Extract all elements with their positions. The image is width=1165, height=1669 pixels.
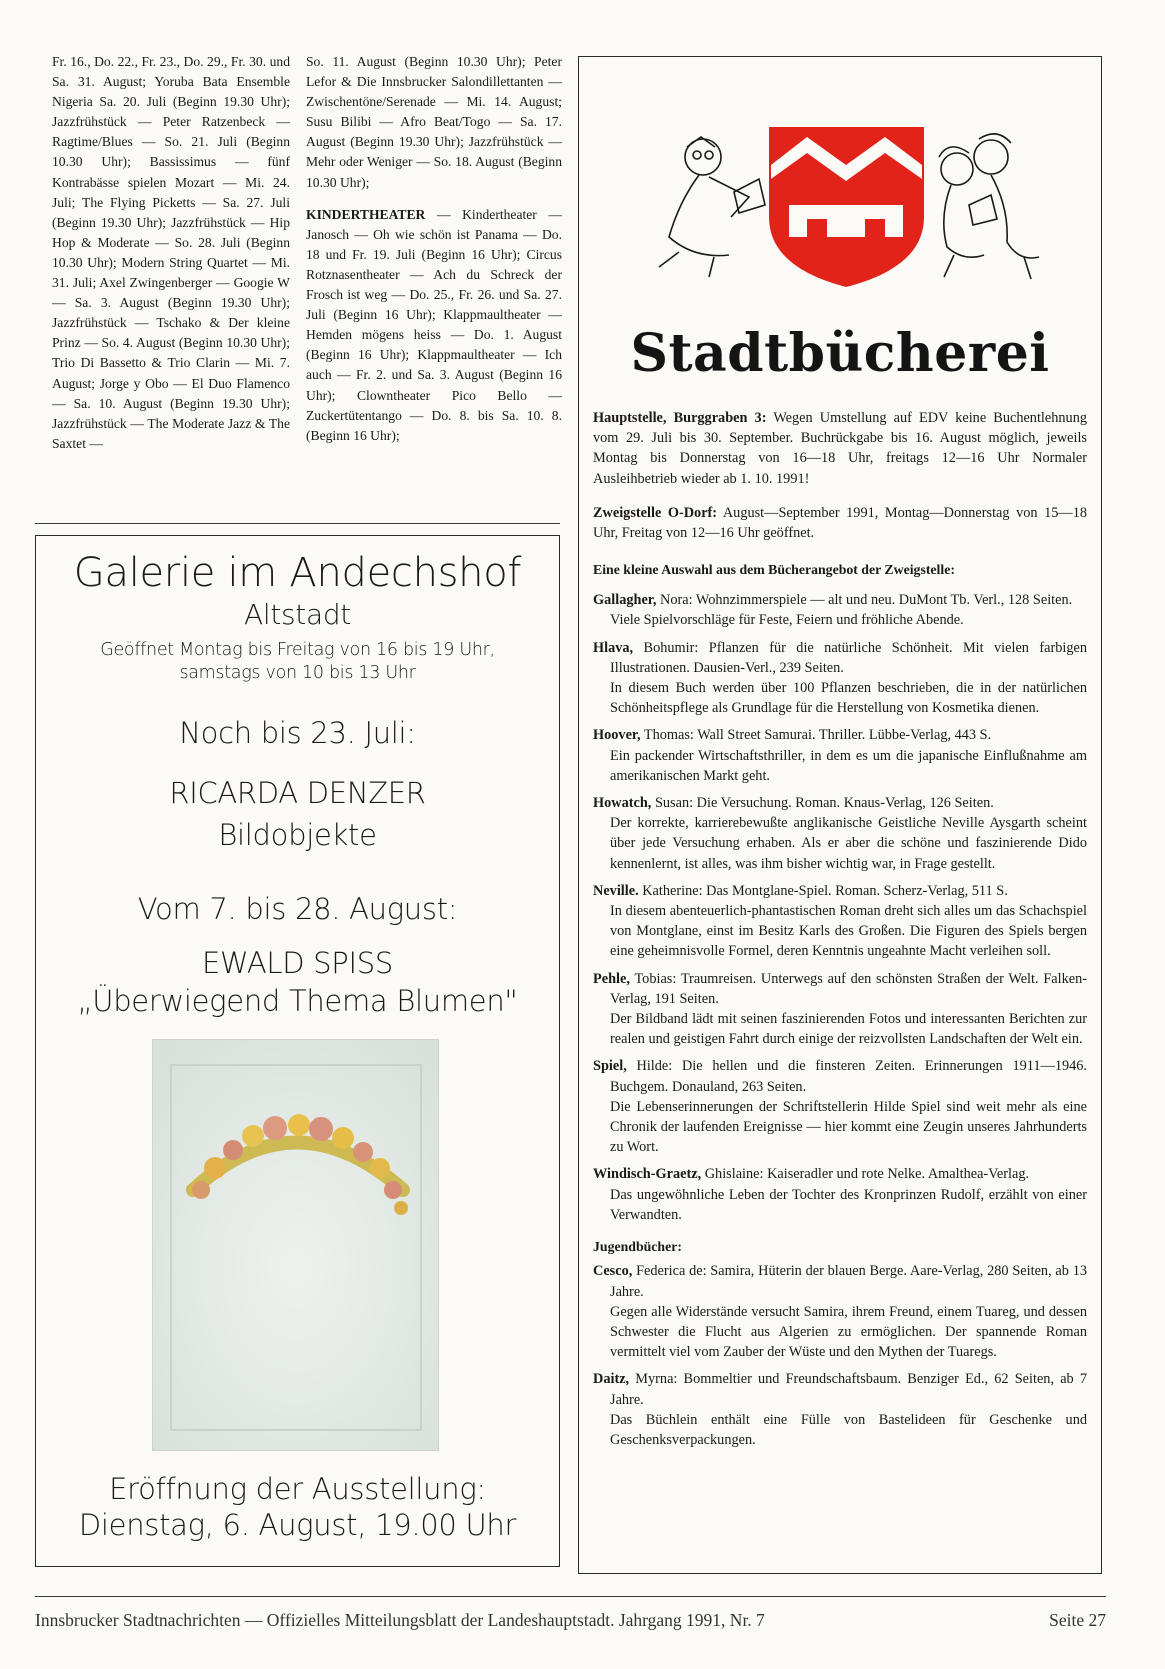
book-info: Katherine: Das Montglane-Spiel. Roman. Scherz-Verlag, 511 S. (638, 882, 1008, 899)
galerie-title: Galerie im Andechshof (73, 550, 522, 596)
events-text-2: So. 11. August (Beginn 10.30 Uhr); Peter Lefor & Die Innsbrucker Salondillettanten — Zwischentöne/Serenade — Mi. 14. August; Susu Bilibi — Afro Beat/Togo — Sa. 17. August (Beginn 19.30 Uhr); Jazzfrühstück — Mehr oder Weniger — So. 18. August (Beginn 10.30 Uhr); (306, 54, 562, 190)
book-description: Der korrekte, karrierebewußte anglikanische Geistliche Neville Aysgarth scheint über jede Versuchung erhaben. Als er aber die schöne und faszinierende Dido kennenlernt, ist alles, was ihm bisher wichtig war, in Frage gestellt. (610, 815, 1087, 872)
book-description: Die Lebenserinnerungen der Schriftstellerin Hilde Spiel sind weit mehr als eine Chronik der laufenden Ereignisse — hier kommt eine Zeugin unseres Jahrhunderts zu Wort. (610, 1098, 1087, 1156)
book-info: Federica de: Samira, Hüterin der blauen Berge. Aare-Verlag, 280 Seiten, ab 13 Jahre. (610, 1263, 1087, 1300)
book-entry (593, 1261, 1087, 1362)
book-author: Pehle, (593, 970, 630, 987)
opening-line1: Eröffnung der Ausstellung: (109, 1472, 486, 1506)
innsbruck-shield-icon (769, 127, 924, 287)
flower-painting-image (152, 1039, 439, 1451)
book-description: Das ungewöhnliche Leben der Tochter des Kronprinzen Rudolf, erzählt von einer Verwandten. (610, 1186, 1087, 1223)
library-title: Stadtbücherei (630, 323, 1050, 384)
page-number: Seite 27 (1049, 1610, 1106, 1630)
branch-text: August—September 1991, Montag—Donnerstag von 15—18 Uhr, Freitag von 12—16 Uhr geöffnet. (593, 504, 1087, 542)
exhibition2-works: „Überwiegend Thema Blumen" (77, 984, 518, 1018)
book-citation (593, 969, 1087, 1009)
branch-notice (593, 503, 1087, 543)
book-citation (593, 638, 1087, 678)
galerie-hours-line2: samstags von 10 bis 13 Uhr (179, 663, 416, 683)
book-info: Bohumir: Pflanzen für die natürliche Schönheit. Mit vielen farbigen Illustrationen. Dausien-Verl., 239 Seiten. (610, 639, 1087, 676)
kindertheater-text: — Kindertheater — Janosch — Oh wie schön ist Panama — Do. 18 und Fr. 19. Juli (Beginn 16 Uhr); Circus Rotznasentheater — Ach du Schreck der Frosch ist weg — Do. 25., Fr. 26. und Sa. 27. Juli (Beginn 16 Uhr); Klappmaultheater — Hemden mögens heiss — Do. 1. August (Beginn 16 Uhr); Klappmaultheater — Ich auch — Fr. 2. und Sa. 3. August (Beginn 16 Uhr); Clowntheater Pico Bello — Zuckertütentango — Do. 8. bis Sa. 10. 8. (Beginn 16 Uhr); (306, 206, 562, 443)
book-info: Tobias: Traumreisen. Unterwegs auf den schönsten Straßen der Welt. Falken-Verlag, 191 Seiten. (610, 970, 1087, 1007)
book-info: Hilde: Die hellen und die finsteren Zeiten. Erinnerungen 1911—1946. Buchgem. Donauland, 263 Seiten. (610, 1058, 1087, 1095)
book-author: Spiel, (593, 1058, 627, 1075)
book-selection (593, 560, 1087, 1457)
book-author: Hoover, (593, 727, 641, 744)
book-description: Gegen alle Widerstände versucht Samira, ihrem Freund, einem Tuareg, und dessen Schwester die Flucht aus Algerien zu ermöglichen. Der spannende Roman vermittelt viel vom Zauber der Wüste und den Mythen der Tuaregs. (610, 1303, 1087, 1361)
book-author: Neville. (593, 882, 639, 899)
kindertheater-heading: KINDERTHEATER (306, 206, 426, 222)
youth-book-list (593, 1261, 1087, 1450)
branch-label: Zweigstelle O-Dorf: (593, 504, 718, 521)
book-info: Ghislaine: Kaiseradler und rote Nelke. Amalthea-Verlag. (701, 1166, 1030, 1183)
footer-publication: Innsbrucker Stadtnachrichten — Offizielles Mitteilungsblatt der Landeshauptstadt. Jahrgang 1991, Nr. 7 (35, 1610, 765, 1630)
page-footer (35, 1610, 1106, 1631)
main-branch-text: Wegen Umstellung auf EDV keine Buchentlehnung vom 29. Juli bis 30. September. Buchrückgabe bis 16. August möglich, jeweils Montag bis Donnerstag von 16—18 Uhr, freitags 12—16 Uhr Normaler Ausleihbetrieb wieder ab 1. 10. 1991! (593, 410, 1087, 487)
opening-line2: Dienstag, 6. August, 19.00 Uhr (78, 1508, 517, 1542)
galerie-subtitle: Altstadt (244, 598, 351, 631)
book-description: Viele Spielvorschläge für Feste, Feiern und fröhliche Abende. (610, 612, 964, 629)
book-description: Der Bildband lädt mit seinen faszinierenden Fotos und interessanten Berichten zur realen und geistigen Fahrt durch einige der reizvollsten Landschaften der Welt ein. (610, 1011, 1087, 1048)
book-entry (593, 881, 1087, 962)
events-text-1: Fr. 16., Do. 22., Fr. 23., Do. 29., Fr. 30. und Sa. 31. August; Yoruba Bata Ensemble Nigeria Sa. 20. Juli (Beginn 19.30 Uhr); Jazzfrühstück — Peter Ratzenbeck — Ragtime/Blues — So. 21. Juli (Beginn 10.30 Uhr); Bassissimus — fünf Kontrabässe spielen Mozart — Mi. 24. Juli; The Flying Picketts — Sa. 27. Juli (Beginn 19.30 Uhr); Jazzfrühstück — Hip Hop & Moderate — So. 28. Juli (Beginn 10.30 Uhr); Modern String Quartet — Mi. 31. Juli; Axel Zwingenberger — Googie W — Sa. 3. August (Beginn 19.30 Uhr); Jazzfrühstück — Tschako & Der kleine Prinz — So. 4. August (Beginn 10.30 Uhr); Trio Di Bassetto & Trio Clarin — Mi. 7. August; Jorge y Obo — El Duo Flamenco — Sa. 10. August (Beginn 19.30 Uhr); Jazzfrühstück — The Moderate Jazz & The Saxtet — (52, 54, 290, 451)
main-branch-notice (593, 408, 1087, 489)
library-notices (593, 408, 1087, 543)
book-info: Myrna: Bommeltier und Freundschaftsbaum. Benziger Ed., 62 Seiten, ab 7 Jahre. (610, 1371, 1087, 1408)
book-citation (593, 1164, 1087, 1184)
galerie-hours-line1: Geöffnet Montag bis Freitag von 16 bis 19 Uhr, (100, 640, 495, 660)
main-branch-label: Hauptstelle, Burggraben 3: (593, 410, 767, 426)
book-entry (593, 590, 1087, 630)
book-citation (593, 881, 1087, 901)
selection-heading: Eine kleine Auswahl aus dem Bücherangebot der Zweigstelle: (593, 562, 955, 577)
exhibition1-date: Noch bis 23. Juli: (179, 716, 416, 750)
footer-rule (35, 1596, 1106, 1597)
book-author: Gallagher, (593, 592, 657, 609)
exhibition2-artist: EWALD SPISS (202, 946, 393, 980)
book-citation (593, 590, 1087, 610)
galerie-ad (35, 535, 560, 1567)
events-column-1 (52, 52, 290, 454)
book-description: Das Büchlein enthält eine Fülle von Bastelideen für Geschenke und Geschenksverpackungen. (610, 1411, 1087, 1448)
book-info: Thomas: Wall Street Samurai. Thriller. Lübbe-Verlag, 443 S. (640, 727, 992, 744)
library-logo-illustration (639, 87, 1049, 297)
book-description: In diesem Buch werden über 100 Pflanzen beschrieben, die in der natürlichen Schönheitspflege als Grundlage für die Herstellung von Kosmetika dienen. (610, 680, 1087, 717)
book-author: Hlava, (593, 639, 634, 656)
book-description: In diesem abenteuerlich-phantastischen Roman dreht sich alles um das Schachspiel von Montglane, einst im Besitz Karls des Großen. Die Figuren des Spiels bergen eine geheimnisvolle Formel, deren Kenntnis ungeahnte Macht verleihen soll. (610, 903, 1087, 960)
book-info: Nora: Wohnzimmerspiele — alt und neu. DuMont Tb. Verl., 128 Seiten. (656, 592, 1073, 609)
book-entry (593, 725, 1087, 786)
book-entry (593, 638, 1087, 719)
book-author: Howatch, (593, 795, 652, 812)
book-entry (593, 1056, 1087, 1157)
flower-wreath-illustration (153, 1040, 439, 1451)
book-author: Cesco, (593, 1263, 633, 1280)
exhibition2-date: Vom 7. bis 28. August: (137, 892, 458, 926)
exhibition1-artist: RICARDA DENZER (169, 776, 426, 810)
book-description: Ein packender Wirtschaftsthriller, in dem es um die japanische Einflußnahme am amerikanischen Markt geht. (610, 747, 1087, 784)
book-info: Susan: Die Versuchung. Roman. Knaus-Verlag, 126 Seiten. (651, 795, 994, 812)
book-citation (593, 1261, 1087, 1301)
book-citation (593, 1056, 1087, 1096)
book-entry (593, 1369, 1087, 1450)
book-list (593, 590, 1087, 1225)
events-column-2 (306, 52, 562, 446)
book-citation (593, 793, 1087, 813)
book-entry (593, 793, 1087, 874)
book-citation (593, 1369, 1087, 1409)
events-divider (35, 523, 560, 524)
reading-figure-left-icon (659, 137, 765, 277)
book-author: Windisch-Graetz, (593, 1166, 702, 1183)
book-citation (593, 725, 1087, 745)
book-author: Daitz, (593, 1371, 630, 1388)
exhibition1-works: Bildobjekte (218, 818, 377, 852)
youth-heading: Jugendbücher: (593, 1239, 682, 1255)
book-entry (593, 1164, 1087, 1225)
book-entry (593, 969, 1087, 1050)
stadtbuecherei-box (578, 56, 1102, 1574)
kindertheater-paragraph (306, 205, 562, 446)
reading-figures-right-icon (939, 134, 1039, 279)
